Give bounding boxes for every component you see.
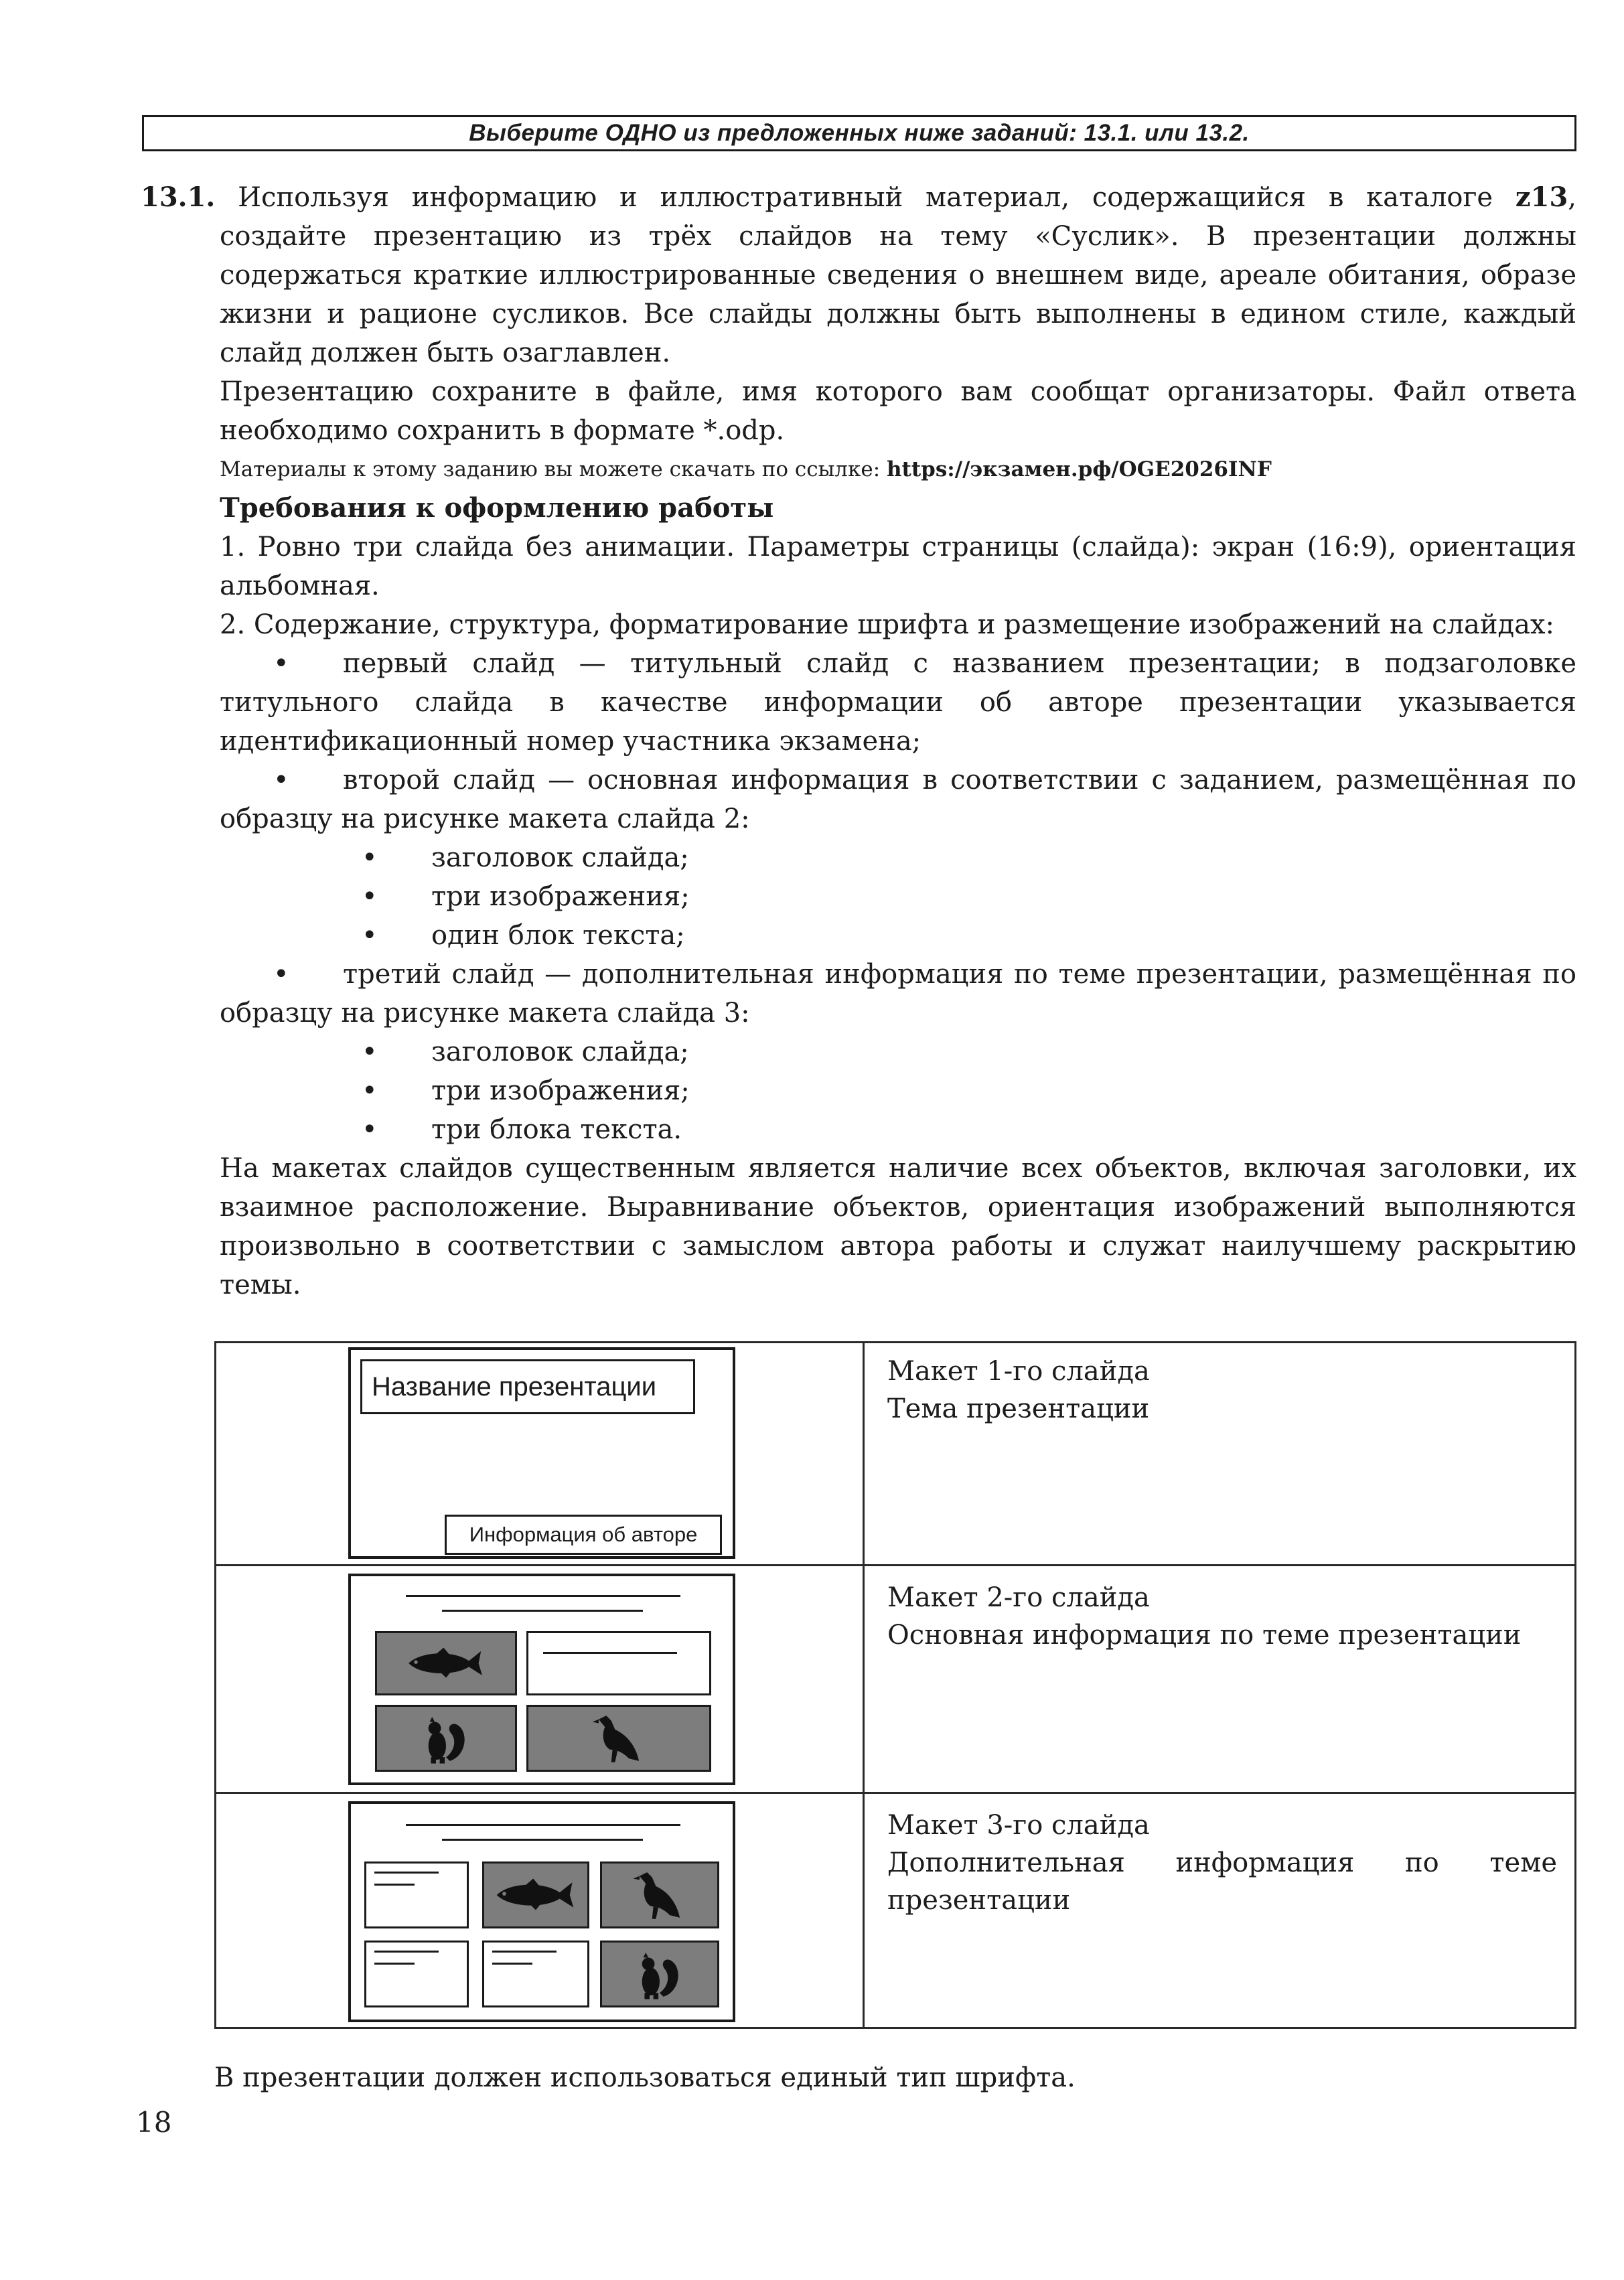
- column-divider: [863, 1343, 865, 2027]
- squirrel-image-placeholder: [600, 1941, 719, 2007]
- text-block-placeholder: [482, 1941, 589, 2007]
- catalog-name: z13: [1515, 181, 1568, 213]
- item-text: три блока текста.: [431, 1114, 682, 1145]
- slide2-text: второй слайд — основная информация в соответствии с заданием, размещённая по образцу на рисунке макета слайда 2:: [220, 765, 1576, 834]
- slide2-caption: [887, 1579, 1557, 1654]
- save-instructions: Презентацию сохраните в файле, имя которого вам сообщат организаторы. Файл ответа необходимо сохранить в формате *.odp.: [220, 376, 1576, 446]
- fish-image-placeholder: [375, 1631, 517, 1695]
- page-number: 18: [136, 2106, 172, 2139]
- slide3-text: третий слайд — дополнительная информация по теме презентации, размещённая по образцу на рисунке макета слайда 3:: [220, 959, 1576, 1029]
- materials-line: [141, 450, 1576, 489]
- task-intro: [141, 178, 1576, 372]
- text-block-placeholder: [364, 1861, 469, 1928]
- item-text: три изображения;: [431, 1075, 690, 1106]
- presentation-title-box: Название презентации: [360, 1359, 695, 1414]
- fish-image-placeholder: [482, 1861, 589, 1928]
- slide3-layout-thumbnail: [348, 1801, 735, 2022]
- text-line: [374, 1963, 415, 1965]
- bullet: •: [273, 648, 289, 679]
- slide1-caption: [887, 1353, 1557, 1428]
- slide3-caption-desc: Дополнительная информация по теме презентации: [887, 1847, 1557, 1916]
- slide2-item: [141, 877, 1576, 916]
- task-number: 13.1.: [141, 181, 216, 213]
- bullet: •: [362, 1037, 378, 1067]
- text-block-placeholder: [526, 1631, 711, 1695]
- text-block-placeholder: [364, 1941, 469, 2007]
- slide3-requirement: [141, 955, 1576, 1033]
- slide2-requirement: [141, 761, 1576, 838]
- font-requirement: В презентации должен использоваться единый тип шрифта.: [214, 2062, 1076, 2093]
- bird-image-placeholder: [600, 1861, 719, 1928]
- slide1-text: первый слайд — титульный слайд с названием презентации; в подзаголовке титульного слайда в качестве информации об авторе презентации указывается идентификационный номер участника экзамена;: [220, 648, 1576, 757]
- item-text: три изображения;: [431, 881, 690, 912]
- text-line: [492, 1951, 557, 1953]
- slide2-caption-title: Макет 2-го слайда: [887, 1582, 1150, 1613]
- row-divider: [216, 1564, 1574, 1566]
- slide3-caption-title: Макет 3-го слайда: [887, 1810, 1150, 1841]
- title-line: [406, 1824, 680, 1826]
- author-info-box: Информация об авторе: [445, 1515, 722, 1555]
- intro-text: Используя информацию и иллюстративный материал, содержащийся в каталоге: [215, 182, 1516, 213]
- task-13-1: [141, 178, 1576, 1304]
- bullet: •: [362, 1114, 378, 1145]
- requirement-1: 1. Ровно три слайда без анимации. Параметры страницы (слайда): экран (16:9), ориентация альбомная.: [220, 532, 1576, 601]
- requirement-2: 2. Содержание, структура, форматирование шрифта и размещение изображений на слайдах:: [220, 609, 1555, 640]
- text-line: [374, 1951, 439, 1953]
- text-line: [543, 1652, 677, 1654]
- slide3-item: [141, 1033, 1576, 1071]
- slide1-caption-title: Макет 1-го слайда: [887, 1356, 1150, 1387]
- layout-note: На макетах слайдов существенным является наличие всех объектов, включая заголовки, их взаимное расположение. Выравнивание объектов, ориентация изображений выполняются произвольно в соответствии с замыслом автора работы и служат наилучшему раскрытию темы.: [220, 1153, 1576, 1300]
- row-divider: [216, 1792, 1574, 1794]
- item-text: заголовок слайда;: [431, 842, 689, 873]
- slide1-layout-thumbnail: [348, 1347, 735, 1559]
- bird-image-placeholder: [526, 1705, 711, 1772]
- bullet: •: [362, 1075, 378, 1106]
- text-line: [374, 1872, 439, 1874]
- intro-text-continued: , создайте презентацию из трёх слайдов на тему «Суслик». В презентации должны содержаться краткие иллюстрированные сведения о внешнем виде, ареале обитания, образе жизни и рационе сусликов. Все слайды должны быть выполнены в едином стиле, каждый слайд должен быть озаглавлен.: [220, 182, 1576, 368]
- squirrel-image-placeholder: [375, 1705, 517, 1772]
- bullet: •: [273, 765, 289, 795]
- text-line: [492, 1963, 532, 1965]
- bullet: •: [362, 842, 378, 873]
- slide2-layout-thumbnail: [348, 1574, 735, 1785]
- slide3-caption: [887, 1807, 1557, 1919]
- title-line: [406, 1595, 680, 1597]
- slide-layouts-table: [214, 1341, 1576, 2029]
- title-line: [442, 1610, 643, 1612]
- slide1-requirement: [141, 644, 1576, 761]
- item-text: один блок текста;: [431, 920, 685, 951]
- item-text: заголовок слайда;: [431, 1037, 689, 1067]
- slide3-item: [141, 1110, 1576, 1149]
- bullet: •: [362, 920, 378, 951]
- materials-link[interactable]: https://экзамен.рф/OGE2026INF: [887, 457, 1272, 481]
- slide1-caption-desc: Тема презентации: [887, 1393, 1150, 1424]
- slide2-item: [141, 916, 1576, 955]
- text-line: [374, 1884, 415, 1886]
- slide3-item: [141, 1071, 1576, 1110]
- slide2-caption-desc: Основная информация по теме презентации: [887, 1620, 1522, 1651]
- materials-label: Материалы к этому заданию вы можете скачать по ссылке:: [220, 457, 887, 481]
- slide2-item: [141, 838, 1576, 877]
- bullet: •: [273, 959, 289, 990]
- title-line: [442, 1839, 643, 1841]
- task-choice-banner: Выберите ОДНО из предложенных ниже заданий: 13.1. или 13.2.: [142, 115, 1576, 151]
- bullet: •: [362, 881, 378, 912]
- requirements-heading: Требования к оформлению работы: [220, 492, 774, 524]
